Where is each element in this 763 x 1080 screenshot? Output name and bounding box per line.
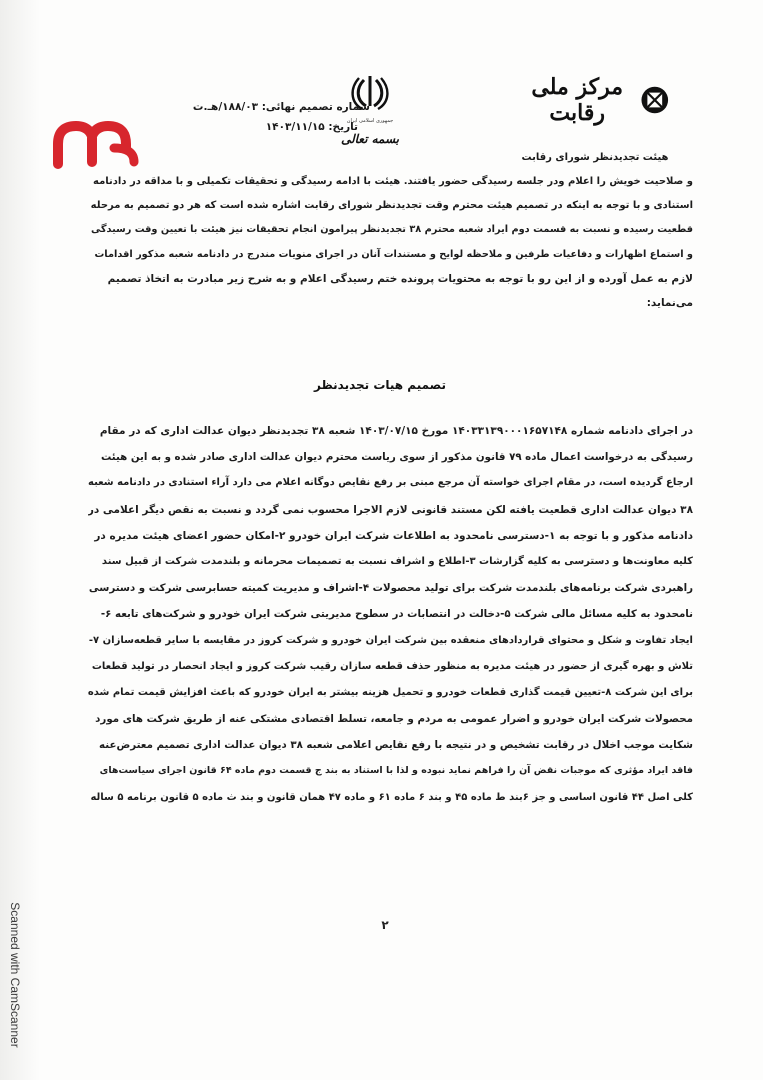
red-watermark-logo-icon xyxy=(52,118,140,170)
basmala: بسمه تعالی xyxy=(340,132,400,146)
decision-line: کلیه معاونت‌ها و دسترسی به کلیه گزارشات ۳-اطلاع و اشراف نسبت به تصمیمات محرمانه و بلندمدت شرکت از قبیل سند xyxy=(101,555,693,567)
decision-line: دادنامه مذکور و با توجه به ۱-دسترسی نامحدود به اطلاعات شرکت ایران خودرو ۲-امکان حضور اعضای هیئت مدیره در xyxy=(94,529,693,542)
body-line: و استماع اظهارات و دفاعیات طرفین و ملاحظه لوایح و مستندات آنان در اجرای منویات مندرج در دادنامه شعبه مذکور اقدامات xyxy=(94,248,693,260)
organization-subtitle: هیئت تجدیدنظر شورای رقابت xyxy=(521,152,669,163)
decision-line: راهبردی شرکت برنامه‌های بلندمدت شرکت برای تولید محصولات ۴-اشراف و مدیریت کمیته حسابرسی شرکت و دسترسی xyxy=(88,582,693,595)
camscanner-text: Scanned with CamScanner xyxy=(8,902,22,1048)
emblem-caption: جمهوری اسلامی ایران xyxy=(346,118,394,124)
decision-line: ارجاع گردیده است، در مقام اجرای خواسته آن مرجع مبنی بر رفع نقایص دوگانه اعلام می دارد آراء استنادی در دادنامه شعبه xyxy=(88,477,693,489)
decision-line: ۳۸ دیوان عدالت اداری قطعیت یافته لکن مستند قانونی لازم الاجرا محسوب نمی گردد و نسبت به نقص دیگر اعلامی در xyxy=(88,503,693,516)
body-line: می‌نماید: xyxy=(646,296,693,309)
iran-emblem-icon xyxy=(350,72,390,112)
body-line: و صلاحیت خویش را اعلام ودر جلسه رسیدگی حضور یافتند. هیئت با ادامه رسیدگی و تحقیقات تکمیلی و با مداقه در دادنامه xyxy=(93,176,693,187)
competition-center-logo-icon xyxy=(640,80,670,120)
decision-line: نامحدود به کلیه مسائل مالی شرکت ۵-دخالت در انتصابات در سطوح مدیریتی شرکت ایران خودرو و شرکت‌های تابعه ۶- xyxy=(100,608,693,621)
page-number: ۲ xyxy=(381,918,389,932)
body-line: استنادی و با توجه به اینکه در تصمیم هیئت محترم وقت تجدیدنظر شورای رقابت اشاره شده است که هر دو تصمیم به مرحله xyxy=(90,200,693,212)
national-emblem-block xyxy=(330,72,410,146)
body-line: قطعیت رسیده و نسبت به قسمت دوم ایراد شعبه محترم ۳۸ تجدیدنظر پیرامون انجام تحقیقات نیز هیئت با تعیین وقت رسیدگی xyxy=(90,224,693,236)
organization-header xyxy=(520,74,670,163)
intro-paragraph xyxy=(88,170,693,315)
decision-line: ایجاد تفاوت و شکل و محتوای قراردادهای منعقده بین شرکت ایران خودرو و شرکت کروز در مقایسه با سایر قطعه‌سازان ۷- xyxy=(88,634,693,646)
decision-line: فاقد ایراد مؤثری که موجبات نقض آن را فراهم نماید نبوده و لذا با استناد به بند ج قسمت دوم ماده ۶۴ قانون اجرای سیاست‌های xyxy=(99,765,693,777)
organization-name: مرکز ملی رقابت xyxy=(531,74,624,126)
decision-line: تلاش و بهره گیری از حضور در هیئت مدیره به منظور حذف قطعه سازان رقیب شرکت کروز و ایجاد انحصار در تولید قطعات xyxy=(91,660,693,672)
decision-line: برای این شرکت ۸-تعیین قیمت گذاری قطعات خودرو و تحمیل هزینه بیشتر به ایران خودرو که باعث افزایش قیمت تمام شده xyxy=(88,686,693,698)
decision-line: کلی اصل ۴۴ قانون اساسی و جز ۶بند ط ماده ۴۵ و بند ۶ ماده ۶۱ و ماده ۴۷ همان قانون و بند ث ماده ۵ قانون برنامه ۵ ساله xyxy=(90,791,693,803)
decision-line: در اجرای دادنامه شماره ۱۴۰۳۳۱۳۹۰۰۰۱۶۵۷۱۴۸ مورخ ۱۴۰۳/۰۷/۱۵ شعبه ۳۸ تجدیدنظر دیوان عدالت اداری که در مقام xyxy=(99,425,693,437)
body-line: لازم به عمل آورده و از این رو با توجه به محتویات پرونده ختم رسیدگی اعلام و به شرح زیر مبادرت به اتخاذ تصمیم xyxy=(107,272,693,285)
decision-number: شماره تصمیم نهائی: ۱۸۸/۰۳/هـ.ت xyxy=(192,101,370,113)
decision-line: محصولات شرکت ایران خودرو و اضرار عمومی به مردم و جامعه، تسلط اقتصادی مشتکی عنه از طریق شرکت های مورد xyxy=(95,713,693,726)
camscanner-watermark xyxy=(5,880,25,1070)
decision-line: شکایت موجب اخلال در رقابت تشخیص و در نتیجه با رفع نقایص اعلامی شعبه ۳۸ دیوان عدالت اداری تصمیم معترض‌عنه xyxy=(99,739,693,752)
decision-date: تاریخ: ۱۴۰۳/۱۱/۱۵ xyxy=(265,121,358,133)
decision-paragraph xyxy=(88,418,693,811)
decision-line: رسیدگی به درخواست اعمال ماده ۷۹ قانون مذکور از سوی ریاست محترم دیوان عدالت اداری صادر شده و به این هیئت xyxy=(100,451,693,464)
section-title: تصمیم هیات تجدیدنظر xyxy=(313,378,446,392)
